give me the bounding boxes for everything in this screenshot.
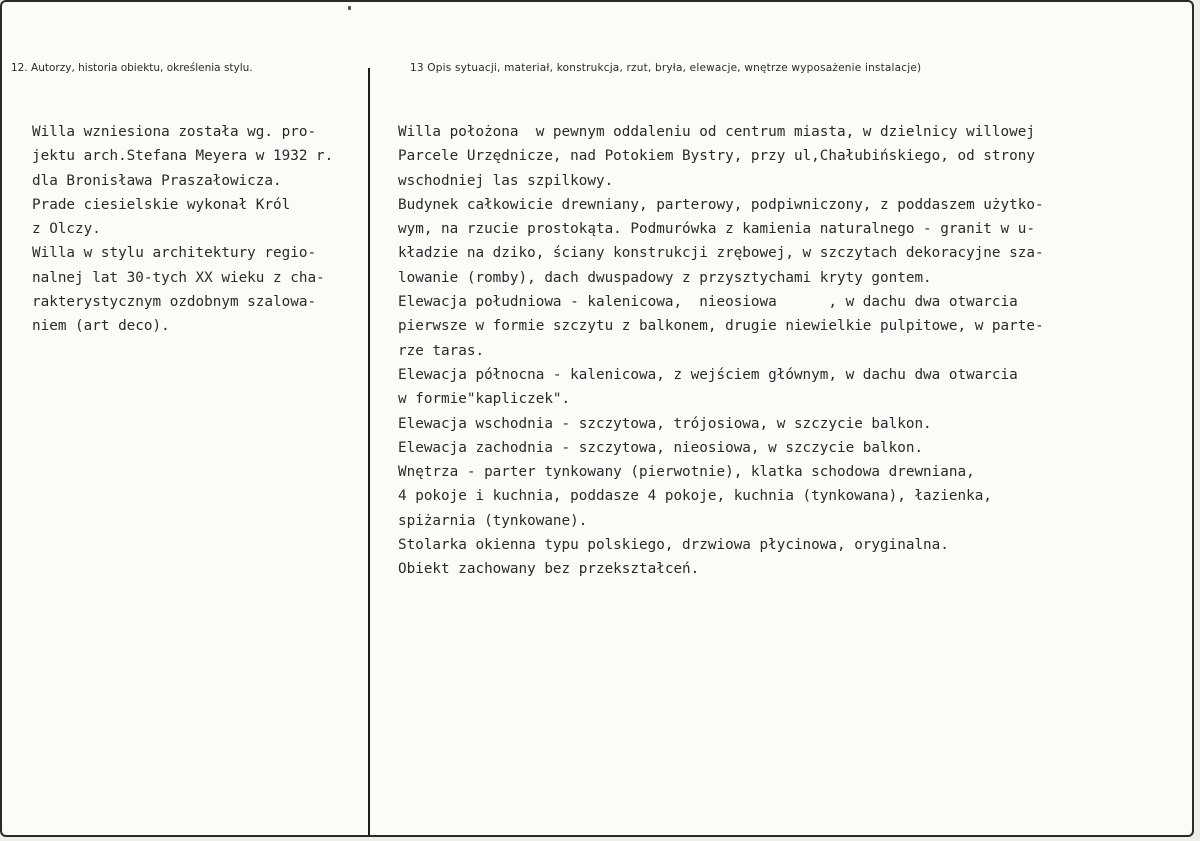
text-line: pierwsze w formie szczytu z balkonem, drugie niewielkie pulpitowe, w parte- bbox=[398, 318, 1044, 335]
text-line: rakterystycznym ozdobnym szalowa- bbox=[32, 294, 317, 311]
text-line: Elewacja północna - kalenicowa, z wejściem głównym, w dachu dwa otwarcia bbox=[398, 366, 1018, 383]
text-line: jektu arch.Stefana Meyera w 1932 r. bbox=[32, 148, 334, 165]
text-line: 4 pokoje i kuchnia, poddasze 4 pokoje, kuchnia (tynkowana), łazienka, bbox=[398, 488, 992, 505]
text-line: wym, na rzucie prostokąta. Podmurówka z kamienia naturalnego - granit w u- bbox=[398, 221, 1035, 238]
text-line: Parcele Urzędnicze, nad Potokiem Bystry, przy ul,Chałubińskiego, od strony bbox=[398, 148, 1035, 165]
text-line: Elewacja południowa - kalenicowa, nieosiowa , w dachu dwa otwarcia bbox=[398, 294, 1018, 311]
text-line: niem (art deco). bbox=[32, 318, 170, 335]
text-line: Willa w stylu architektury regio- bbox=[32, 245, 317, 262]
text-line: spiżarnia (tynkowane). bbox=[398, 512, 588, 529]
text-line: nalnej lat 30-tych XX wieku z cha- bbox=[32, 269, 325, 286]
ink-speck bbox=[348, 6, 351, 10]
text-line: Elewacja wschodnia - szczytowa, trójosiowa, w szczycie balkon. bbox=[398, 415, 932, 432]
text-line: w formie"kapliczek". bbox=[398, 391, 571, 408]
description-text bbox=[398, 120, 1188, 582]
section-12-header: 12. Autorzy, historia obiektu, określenia stylu. bbox=[11, 62, 253, 74]
text-line: Stolarka okienna typu polskiego, drzwiowa płycinowa, oryginalna. bbox=[398, 537, 949, 554]
text-line: Willa położona w pewnym oddaleniu od centrum miasta, w dzielnicy willowej bbox=[398, 124, 1035, 140]
text-line: z Olczy. bbox=[32, 221, 101, 238]
text-line: Obiekt zachowany bez przekształceń. bbox=[398, 561, 700, 578]
text-line: Prade ciesielskie wykonał Król bbox=[32, 196, 291, 213]
text-line: wschodniej las szpilkowy. bbox=[398, 172, 614, 189]
text-line: rze taras. bbox=[398, 342, 485, 359]
text-line: Willa wzniesiona została wg. pro- bbox=[32, 124, 317, 140]
text-line: dla Bronisława Praszałowicza. bbox=[32, 172, 282, 189]
text-line: Wnętrza - parter tynkowany (pierwotnie), klatka schodowa drewniana, bbox=[398, 464, 975, 481]
section-13-header: 13 Opis sytuacji, materiał, konstrukcja, rzut, bryła, elewacje, wnętrze wyposażenie instalacje) bbox=[410, 62, 922, 74]
text-line: Elewacja zachodnia - szczytowa, nieosiowa, w szczycie balkon. bbox=[398, 439, 924, 456]
authors-history-text bbox=[32, 120, 372, 339]
text-line: lowanie (romby), dach dwuspadowy z przysztychami kryty gontem. bbox=[398, 269, 932, 286]
text-line: Budynek całkowicie drewniany, parterowy, podpiwniczony, z poddaszem użytko- bbox=[398, 196, 1044, 213]
text-line: kładzie na dziko, ściany konstrukcji zrębowej, w szczytach dekoracyjne sza- bbox=[398, 245, 1044, 262]
